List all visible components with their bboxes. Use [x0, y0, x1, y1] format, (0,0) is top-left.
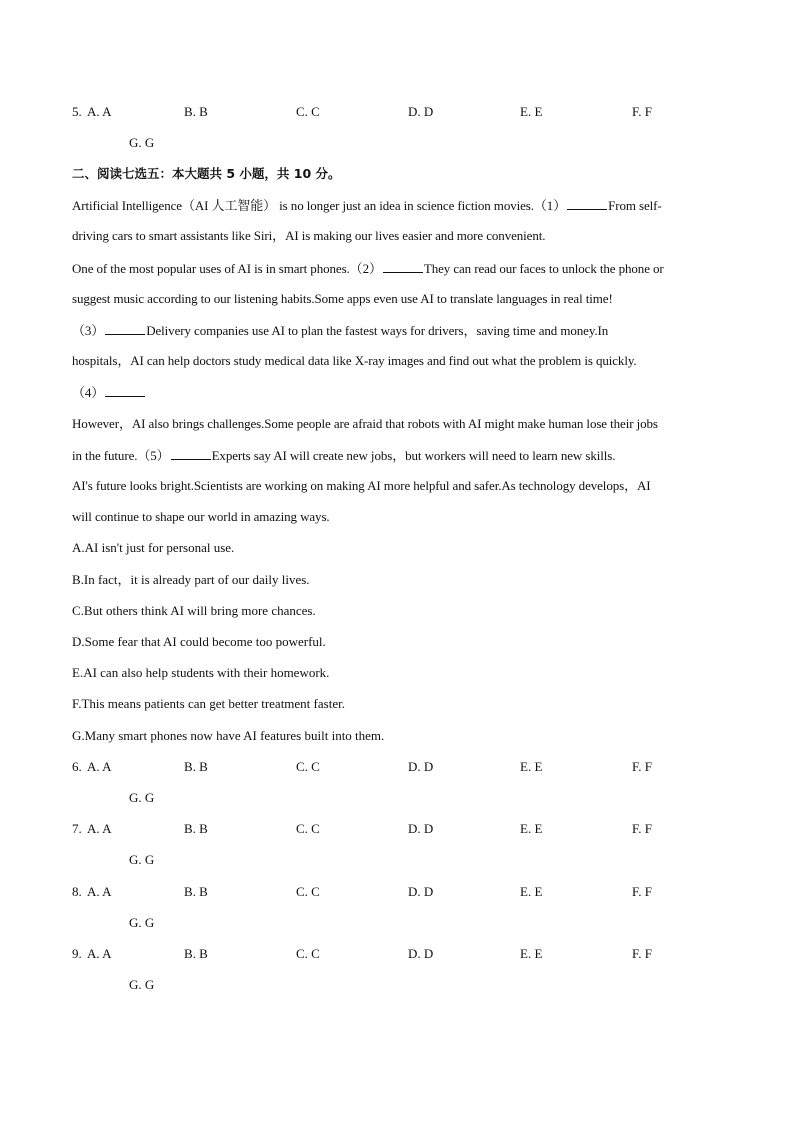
- choice-g: G.Many smart phones now have AI features built into them.: [72, 728, 385, 743]
- passage-line-3: [72, 260, 664, 277]
- passage-line-1: [72, 197, 662, 214]
- passage-text: Delivery companies use AI to plan the fastest ways for drivers，saving time and money.In: [146, 323, 609, 338]
- passage-text: （3）: [72, 323, 105, 338]
- option-a: A. A: [87, 759, 112, 774]
- choice-f: F.This means patients can get better treatment faster.: [72, 696, 345, 711]
- passage-line-4: suggest music according to our listening habits.Some apps even use AI to translate languages in real time!: [72, 291, 613, 306]
- option-c: C. C: [296, 946, 320, 961]
- question-number: 6.: [72, 759, 82, 774]
- passage-line-10: AI's future looks bright.Scientists are working on making AI more helpful and safer.As technology develops，AI: [72, 478, 651, 493]
- passage-text: From self-: [608, 198, 662, 213]
- option-c: C. C: [296, 821, 320, 836]
- blank-1: [567, 197, 607, 210]
- question-number: 7.: [72, 821, 82, 836]
- option-g: G. G: [129, 977, 155, 992]
- blank-5: [171, 447, 211, 460]
- option-e: E. E: [520, 104, 543, 119]
- option-g: G. G: [129, 135, 155, 150]
- section-heading: 二、阅读七选五：本大题共 5 小题，共 10 分。: [72, 166, 341, 181]
- question-6-row-2: [0, 790, 794, 806]
- passage-line-6: hospitals，AI can help doctors study medical data like X-ray images and find out what the problem is quickly.: [72, 353, 637, 368]
- option-d: D. D: [408, 821, 434, 836]
- option-f: F. F: [632, 946, 652, 961]
- option-b: B. B: [184, 884, 208, 899]
- option-c: C. C: [296, 884, 320, 899]
- option-b: B. B: [184, 946, 208, 961]
- question-9-row-2: [0, 977, 794, 993]
- option-d: D. D: [408, 946, 434, 961]
- option-c: C. C: [296, 104, 320, 119]
- question-number: 5.: [72, 104, 82, 119]
- option-b: B. B: [184, 821, 208, 836]
- option-d: D. D: [408, 759, 434, 774]
- passage-text: One of the most popular uses of AI is in smart phones.（2）: [72, 261, 382, 276]
- passage-line-2: driving cars to smart assistants like Siri，AI is making our lives easier and more convenient.: [72, 228, 546, 243]
- option-f: F. F: [632, 104, 652, 119]
- option-c: C. C: [296, 759, 320, 774]
- blank-2: [383, 260, 423, 273]
- blank-4: [105, 384, 145, 397]
- passage-line-7: [72, 384, 146, 401]
- option-a: A. A: [87, 884, 112, 899]
- option-g: G. G: [129, 915, 155, 930]
- choice-e: E.AI can also help students with their homework.: [72, 665, 330, 680]
- passage-line-9: [72, 447, 615, 464]
- passage-text: Artificial Intelligence（AI 人工智能） is no longer just an idea in science fiction movies.（1）: [72, 198, 567, 213]
- option-e: E. E: [520, 821, 543, 836]
- question-9-row: [0, 946, 794, 962]
- option-b: B. B: [184, 759, 208, 774]
- choice-c: C.But others think AI will bring more chances.: [72, 603, 316, 618]
- question-6-row: [0, 759, 794, 775]
- passage-text: in the future.（5）: [72, 448, 170, 463]
- question-8-row-2: [0, 915, 794, 931]
- option-f: F. F: [632, 821, 652, 836]
- option-e: E. E: [520, 884, 543, 899]
- blank-3: [105, 322, 145, 335]
- question-number: 9.: [72, 946, 82, 961]
- choice-d: D.Some fear that AI could become too powerful.: [72, 634, 326, 649]
- choice-a: A.AI isn't just for personal use.: [72, 540, 235, 555]
- passage-text: Experts say AI will create new jobs，but workers will need to learn new skills.: [211, 448, 616, 463]
- passage-line-5: [72, 322, 608, 339]
- question-number: 8.: [72, 884, 82, 899]
- passage-line-8: However，AI also brings challenges.Some people are afraid that robots with AI might make human lose their jobs: [72, 416, 658, 431]
- option-f: F. F: [632, 884, 652, 899]
- option-e: E. E: [520, 946, 543, 961]
- question-7-row: [0, 821, 794, 837]
- option-d: D. D: [408, 104, 434, 119]
- option-g: G. G: [129, 790, 155, 805]
- option-a: A. A: [87, 104, 112, 119]
- question-5-row-2: [0, 135, 794, 151]
- option-d: D. D: [408, 884, 434, 899]
- question-8-row: [0, 884, 794, 900]
- option-b: B. B: [184, 104, 208, 119]
- option-g: G. G: [129, 852, 155, 867]
- option-a: A. A: [87, 946, 112, 961]
- passage-text: （4）: [72, 385, 105, 400]
- question-5-row: [0, 104, 794, 120]
- option-f: F. F: [632, 759, 652, 774]
- passage-line-11: will continue to shape our world in amazing ways.: [72, 509, 330, 524]
- passage-text: They can read our faces to unlock the phone or: [423, 261, 664, 276]
- choice-b: B.In fact，it is already part of our daily lives.: [72, 572, 310, 587]
- option-e: E. E: [520, 759, 543, 774]
- question-7-row-2: [0, 852, 794, 868]
- option-a: A. A: [87, 821, 112, 836]
